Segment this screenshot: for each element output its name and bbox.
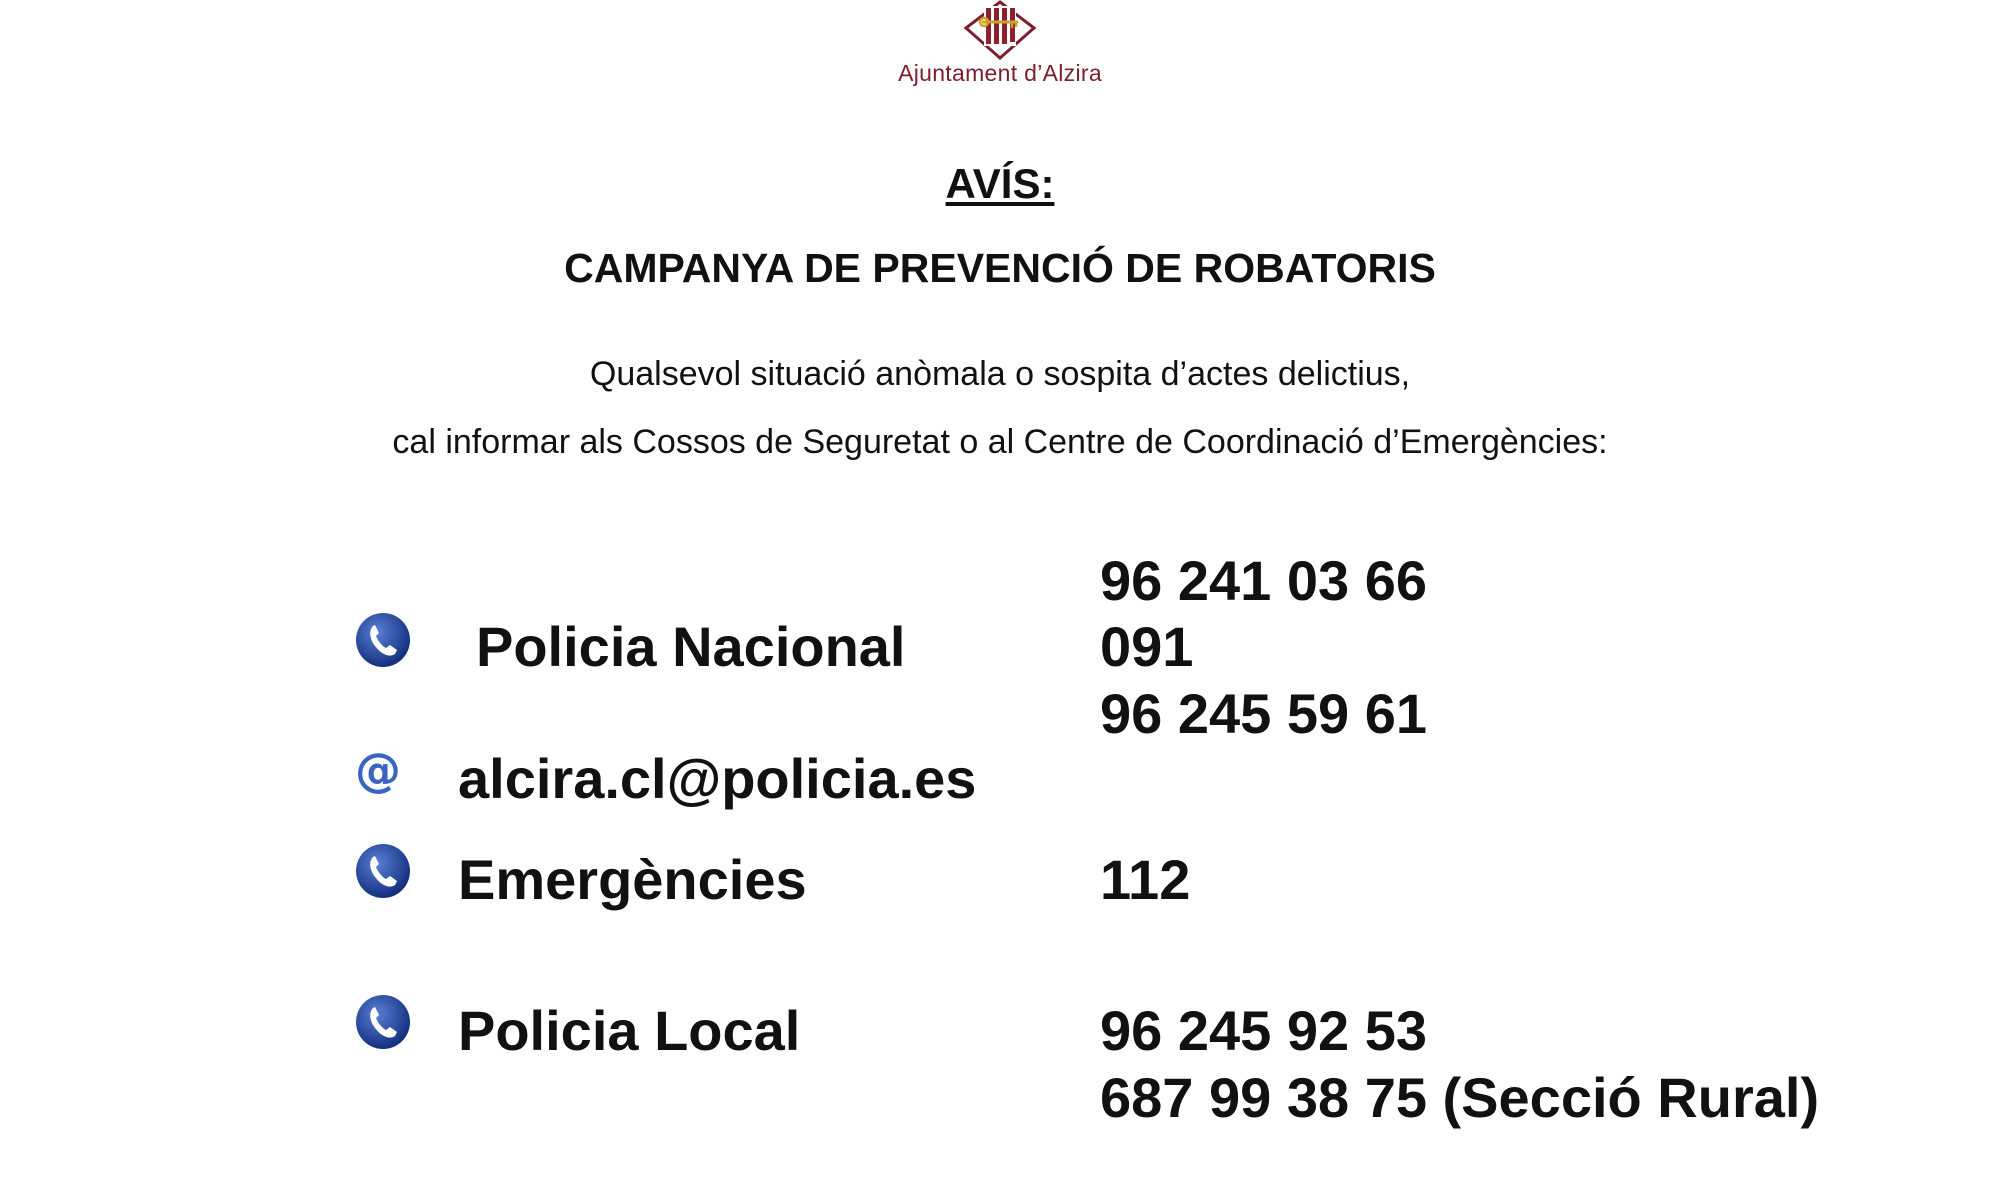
email-address[interactable]: alcira.cl@policia.es bbox=[458, 747, 977, 810]
intro-line-1: Qualsevol situació anòmala o sospita d’actes delictius, bbox=[589, 355, 1411, 393]
emergencies-number: 112 bbox=[1100, 848, 1191, 911]
policia-nacional-number-1: 96 241 03 66 bbox=[1100, 549, 1427, 612]
policia-local-number-1: 96 245 92 53 bbox=[1100, 999, 1427, 1062]
intro-line-2: cal informar als Cossos de Seguretat o al Centre de Coordinació d’Emergències: bbox=[392, 423, 1608, 461]
phone-icon bbox=[355, 843, 411, 899]
phone-icon bbox=[355, 994, 411, 1050]
notice-heading: AVÍS: bbox=[945, 160, 1055, 207]
svg-text:@: @ bbox=[355, 744, 401, 797]
at-sign-icon bbox=[350, 744, 406, 800]
policia-local-number-2: 687 99 38 75 (Secció Rural) bbox=[1100, 1066, 1820, 1129]
policia-nacional-label: Policia Nacional bbox=[476, 615, 906, 678]
emergencies-label: Emergències bbox=[458, 848, 807, 911]
policia-local-label: Policia Local bbox=[458, 999, 801, 1062]
policia-nacional-number-2: 091 bbox=[1100, 615, 1194, 678]
policia-nacional-number-3: 96 245 59 61 bbox=[1100, 682, 1427, 745]
coat-of-arms-logo bbox=[962, 0, 1038, 60]
phone-icon bbox=[355, 612, 411, 668]
organization-name: Ajuntament d’Alzira bbox=[898, 60, 1102, 86]
campaign-title: CAMPANYA DE PREVENCIÓ DE ROBATORIS bbox=[564, 245, 1436, 291]
